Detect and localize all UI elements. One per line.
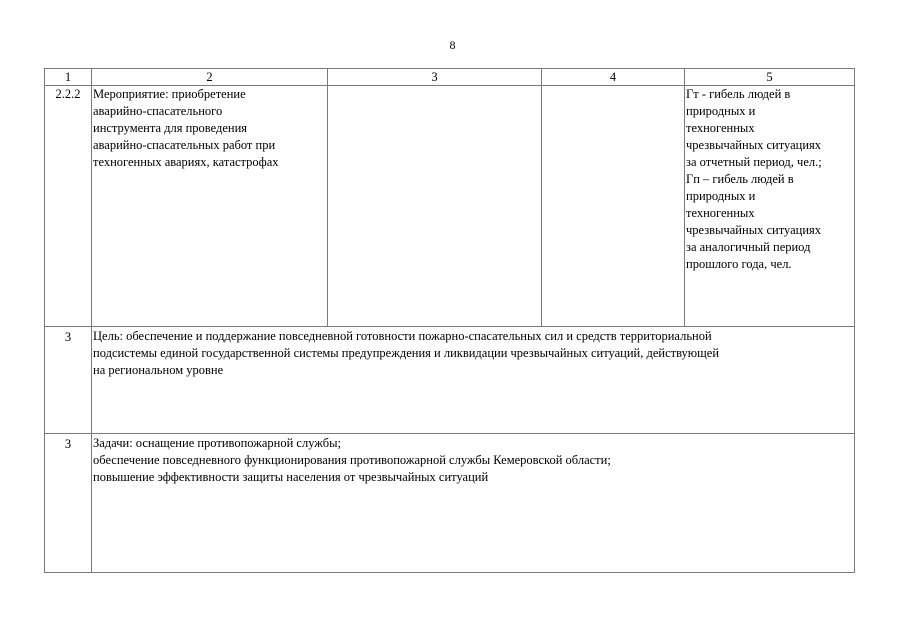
tasks-text-line: Задачи: оснащение противопожарной службы;: [93, 436, 341, 450]
event-description-line: аварийно-спасательных работ при: [93, 138, 276, 152]
goal-text-line: подсистемы единой государственной системы предупреждения и ликвидации чрезвычайных ситуаций, действующей: [93, 346, 720, 360]
tasks-text: [92, 434, 855, 573]
indicator-line: чрезвычайных ситуациях: [686, 223, 822, 237]
header-col-4: 4: [542, 69, 685, 86]
indicator-line: природных и: [686, 189, 756, 203]
event-description-line: Мероприятие: приобретение: [93, 87, 246, 101]
row-number: 3: [45, 327, 92, 434]
header-row: [45, 69, 855, 86]
event-description-line: аварийно-спасательного: [93, 104, 223, 118]
event-indicator: [685, 86, 855, 327]
event-description-line: инструмента для проведения: [93, 121, 248, 135]
indicator-line: чрезвычайных ситуациях: [686, 138, 822, 152]
header-col-3: 3: [328, 69, 542, 86]
header-col-2: 2: [92, 69, 328, 86]
goal-text-line: на региональном уровне: [93, 363, 224, 377]
header-col-5: 5: [685, 69, 855, 86]
page-number: 8: [449, 38, 456, 52]
program-table: [44, 68, 855, 573]
indicator-line: природных и: [686, 104, 756, 118]
event-col-4-cell: [542, 86, 685, 327]
event-col-3-cell: [328, 86, 542, 327]
row-number: 2.2.2: [45, 86, 92, 327]
indicator-line: прошлого года, чел.: [686, 257, 792, 271]
header-col-1: 1: [45, 69, 92, 86]
event-description-line: техногенных авариях, катастрофах: [93, 155, 279, 169]
indicator-line: Гп – гибель людей в: [686, 172, 794, 186]
goal-text: [92, 327, 855, 434]
indicator-line: техногенных: [686, 121, 755, 135]
indicator-line: за отчетный период, чел.;: [686, 155, 822, 169]
indicator-line: Гт - гибель людей в: [686, 87, 791, 101]
tasks-text-line: обеспечение повседневного функционирования противопожарной службы Кемеровской области;: [93, 453, 611, 467]
tasks-text-line: повышение эффективности защиты населения от чрезвычайных ситуаций: [93, 470, 489, 484]
event-description: [92, 86, 328, 327]
table-row-event: [45, 86, 855, 327]
indicator-line: за аналогичный период: [686, 240, 811, 254]
row-number: 3: [45, 434, 92, 573]
table-row-goal: [45, 327, 855, 434]
indicator-line: техногенных: [686, 206, 755, 220]
goal-text-line: Цель: обеспечение и поддержание повседневной готовности пожарно-спасательных сил и средств территориальной: [93, 329, 712, 343]
table-row-tasks: [45, 434, 855, 573]
